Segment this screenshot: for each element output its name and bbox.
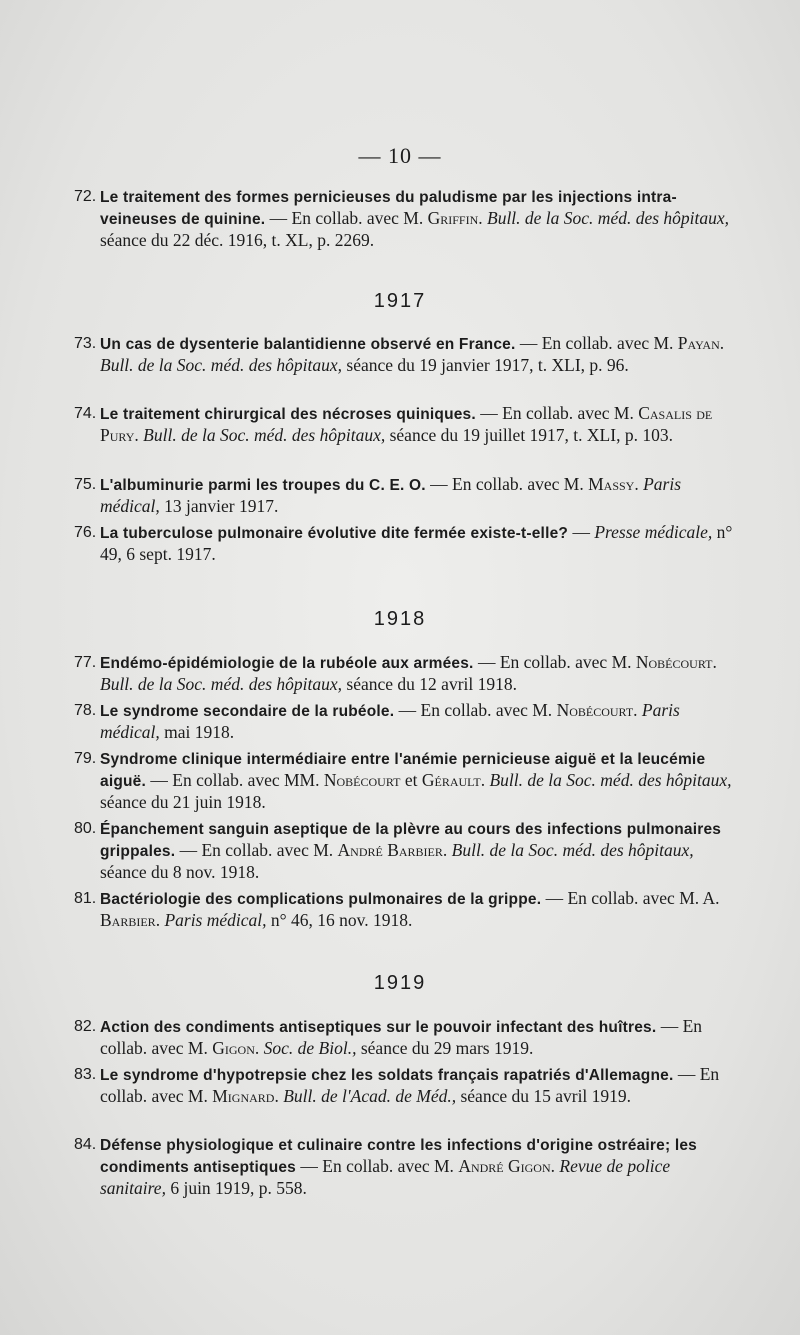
entry-title: Syndrome clinique intermédiaire entre l'anémie pernicieuse aiguë et la leucémie aiguë. xyxy=(100,751,706,790)
entry-journal: Paris médical, xyxy=(100,474,682,516)
bibliography-entry-80 xyxy=(74,818,740,883)
entry-author: André Barbier xyxy=(337,840,443,860)
entry-author: André Gigon xyxy=(458,1156,551,1176)
entry-sep: . xyxy=(254,1038,264,1058)
entry-details: 13 janvier 1917. xyxy=(159,496,279,516)
bibliography-entry-77 xyxy=(74,652,740,695)
entry-title: Un cas de dysenterie balantidienne observé en France. xyxy=(100,336,516,353)
entry-sep: . xyxy=(442,840,452,860)
entry-author-2: Gérault xyxy=(421,770,481,790)
bibliography-entry-81 xyxy=(74,888,740,931)
bibliography-entry-78 xyxy=(74,700,740,743)
entry-details: séance du 19 juillet 1917, t. XLI, p. 103. xyxy=(385,425,673,445)
entry-number: 77. xyxy=(74,654,97,671)
entry-collab: — En collab. avec M. xyxy=(473,652,636,672)
entry-collab: — En collab. avec M. xyxy=(265,208,428,228)
entry-number: 80. xyxy=(74,820,97,837)
entry-sep: . xyxy=(274,1086,284,1106)
entry-details: séance du 22 déc. 1916, t. XL, p. 2269. xyxy=(100,230,375,250)
entry-journal: Bull. de la Soc. méd. des hôpitaux, xyxy=(143,425,386,445)
entry-details: séance du 21 juin 1918. xyxy=(100,792,266,812)
entry-collab: — xyxy=(568,522,595,542)
entry-title: Le traitement des formes pernicieuses du paludisme par les injections intra-veineuses de quinine. xyxy=(100,189,677,228)
entry-sep: et xyxy=(400,770,422,790)
entry-title: Épanchement sanguin aseptique de la plèvre au cours des infections pulmonaires grippales. xyxy=(100,821,722,860)
entry-collab: — En collab. avec M. xyxy=(394,700,557,720)
bibliography-entry-72 xyxy=(74,186,740,251)
entry-collab: — En collab. avec MM. xyxy=(146,770,324,790)
entry-title: Bactériologie des complications pulmonaires de la grippe. xyxy=(100,891,542,908)
page-number: — 10 — xyxy=(358,143,442,168)
entry-author: Mignard xyxy=(212,1086,275,1106)
entry-details: séance du 19 janvier 1917, t. XLI, p. 96. xyxy=(342,355,629,375)
entry-number: 76. xyxy=(74,524,97,541)
entry-number: 83. xyxy=(74,1066,97,1083)
entry-sep-2: . xyxy=(480,770,490,790)
entry-title: L'albuminurie parmi les troupes du C. E. O. xyxy=(100,477,426,494)
bibliography-entry-74 xyxy=(74,403,740,446)
entry-title: La tuberculose pulmonaire évolutive dite fermée existe-t-elle? xyxy=(100,525,569,542)
entry-author: Nobécourt xyxy=(635,652,713,672)
entry-details: séance du 29 mars 1919. xyxy=(356,1038,534,1058)
year-heading-1917: 1917 xyxy=(373,290,427,312)
entry-sep: . xyxy=(550,1156,560,1176)
entry-collab: — En collab. avec M. xyxy=(425,474,589,494)
entry-collab: — En collab. avec M. xyxy=(100,1064,720,1106)
entry-number: 84. xyxy=(74,1136,97,1153)
entry-author: Gigon xyxy=(212,1038,255,1058)
entry-author: Griffin xyxy=(427,208,479,228)
entry-author: Massy xyxy=(588,474,635,494)
entry-sep: . xyxy=(633,700,642,720)
entry-journal: Bull. de la Soc. méd. des hôpitaux, xyxy=(100,355,343,375)
entry-journal: Paris médical, xyxy=(100,700,680,742)
entry-details: séance du 12 avril 1918. xyxy=(342,674,517,694)
entry-collab: — En collab. avec M. xyxy=(296,1156,459,1176)
entry-sep: . xyxy=(719,333,725,353)
entry-sep: . xyxy=(478,208,487,228)
entry-details: n° 46, 16 nov. 1918. xyxy=(266,910,413,930)
entry-title: Défense physiologique et culinaire contre les infections d'origine ostréaire; les condiments antiseptiques xyxy=(100,1137,697,1176)
entry-collab: — En collab. avec M. xyxy=(175,840,338,860)
entry-journal: Bull. de la Soc. méd. des hôpitaux, xyxy=(100,674,343,694)
entry-details: séance du 8 nov. 1918. xyxy=(100,862,260,882)
bibliography-entry-82 xyxy=(74,1016,740,1059)
entry-details: 6 juin 1919, p. 558. xyxy=(165,1178,307,1198)
entry-journal: Bull. de la Soc. méd. des hôpitaux, xyxy=(487,208,730,228)
year-heading-1918: 1918 xyxy=(373,608,427,630)
bibliography-entry-79 xyxy=(74,748,740,813)
bibliography-entry-84 xyxy=(74,1134,740,1199)
entry-details: mai 1918. xyxy=(159,722,235,742)
entry-author: Nobécourt xyxy=(323,770,401,790)
entry-title: Le syndrome d'hypotrepsie chez les soldats français rapatriés d'Allemagne. xyxy=(100,1067,674,1084)
entry-author: Casalis de Pury xyxy=(100,403,713,445)
entry-collab: — En collab. avec M. xyxy=(515,333,678,353)
entry-sep: . xyxy=(712,652,717,672)
entry-number: 81. xyxy=(74,890,97,907)
entry-journal: Revue de police sanitaire, xyxy=(100,1156,671,1198)
entry-title: Le traitement chirurgical des nécroses quiniques. xyxy=(100,406,476,423)
bibliography-entry-83 xyxy=(74,1064,740,1107)
entry-author: Barbier xyxy=(100,910,156,930)
entry-number: 78. xyxy=(74,702,97,719)
entry-journal: Presse médicale, xyxy=(594,522,713,542)
entry-collab: — En collab. avec M. xyxy=(475,403,639,423)
bibliography-entry-76 xyxy=(74,522,740,565)
entry-journal: Bull. de la Soc. méd. des hôpitaux, xyxy=(489,770,732,790)
entry-details: n° 49, 6 sept. 1917. xyxy=(100,522,733,564)
entry-number: 75. xyxy=(74,476,97,493)
entry-collab: — En collab. avec M. xyxy=(100,1016,703,1058)
entry-sep: . xyxy=(134,425,144,445)
entry-author: Payan xyxy=(677,333,720,353)
entry-number: 82. xyxy=(74,1018,97,1035)
bibliography-entry-75 xyxy=(74,474,740,517)
entry-journal: Soc. de Biol., xyxy=(263,1038,357,1058)
entry-number: 79. xyxy=(74,750,97,767)
entry-title: Action des condiments antiseptiques sur le pouvoir infectant des huîtres. xyxy=(100,1019,657,1036)
bibliography-entry-73 xyxy=(74,333,740,376)
entry-collab: — En collab. avec M. A. xyxy=(541,888,720,908)
entry-journal: Bull. de l'Acad. de Méd., xyxy=(283,1086,457,1106)
entry-title: Le syndrome secondaire de la rubéole. xyxy=(100,703,395,720)
entry-number: 73. xyxy=(74,335,97,352)
entry-journal: Bull. de la Soc. méd. des hôpitaux, xyxy=(451,840,694,860)
entry-details: séance du 15 avril 1919. xyxy=(456,1086,632,1106)
entry-sep: . xyxy=(634,474,644,494)
year-heading-1919: 1919 xyxy=(373,972,427,994)
entry-sep: . xyxy=(155,910,165,930)
entry-author: Nobécourt xyxy=(556,700,634,720)
entry-title: Endémo-épidémiologie de la rubéole aux armées. xyxy=(100,655,474,672)
entry-number: 74. xyxy=(74,405,97,422)
entry-number: 72. xyxy=(74,188,97,205)
entry-journal: Paris médical, xyxy=(164,910,267,930)
